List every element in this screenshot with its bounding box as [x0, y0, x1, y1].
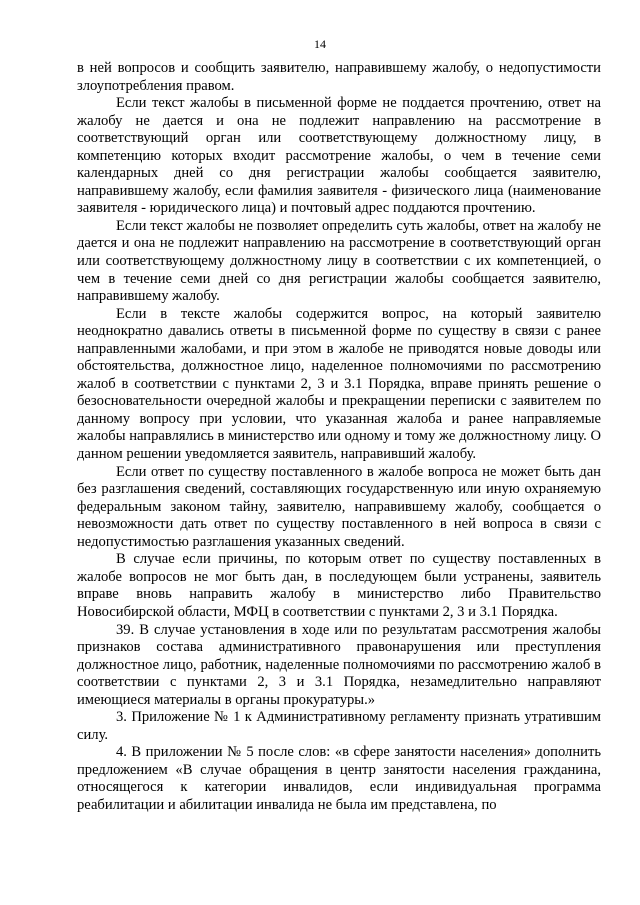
paragraph-continuation: в ней вопросов и сообщить заявителю, направившему жалобу, о недопустимости злоупотребления правом. [77, 60, 601, 94]
paragraph-item-39: 39. В случае установления в ходе или по результатам рассмотрения жалобы признаков состава административного правонарушения или преступления должностное лицо, работник, наделенные полномочиями по рассмотрению жалоб в соответствии с пунктами 2, 3 и 3.1 Порядка, незамедлительно направляют имеющиеся материалы в органы прокуратуры.» [77, 621, 601, 708]
paragraph-reasons-eliminated: В случае если причины, по которым ответ по существу поставленных в жалобе вопросов не мог быть дан, в последующем были устранены, заявитель вправе вновь направить жалобу в министерство либо Правительство Новосибирской области, МФЦ в соответствии с пунктами 2, 3 и 3.1 Порядка. [77, 551, 601, 620]
paragraph-repeated-question: Если в тексте жалобы содержится вопрос, на который заявителю неоднократно давались ответы в письменной форме по существу в связи с ранее направленными жалобами, и при этом в жалобе не приводятся новые доводы или обстоятельства, должностное лицо, наделенное полномочиями по рассмотрению жалоб в соответствии с пунктами 2, 3 и 3.1 Порядка, вправе принять решение о безосновательности очередной жалобы и прекращении переписки с заявителем по данному вопросу при условии, что указанная жалоба и ранее направляемые жалобы направлялись в министерство или одному и тому же должностному лицу. О данном решении уведомляется заявитель, направивший жалобу. [77, 305, 601, 463]
document-body [77, 60, 601, 815]
page-number: 14 [314, 37, 326, 51]
paragraph-state-secret: Если ответ по существу поставленного в жалобе вопроса не может быть дан без разглашения сведений, составляющих государственную или иную охраняемую федеральным законом тайну, заявителю, направившему жалобу, сообщается о невозможности дать ответ по существу поставленного в ней вопроса в связи с недопустимостью разглашения указанных сведений. [77, 463, 601, 550]
paragraph-undetermined-essence: Если текст жалобы не позволяет определить суть жалобы, ответ на жалобу не дается и она не подлежит направлению на рассмотрение в соответствующий орган или соответствующему должностному лицу в соответствии с их компетенцией, о чем в течение семи дней со дня регистрации жалобы сообщается заявителю, направившему жалобу. [77, 217, 601, 305]
paragraph-item-4: 4. В приложении № 5 после слов: «в сфере занятости населения» дополнить предложением «В случае обращения в центр занятости населения гражданина, относящегося к категории инвалидов, если индивидуальная программа реабилитации и абилитации инвалида не была им представлена, по [77, 744, 601, 813]
paragraph-item-3: 3. Приложение № 1 к Административному регламенту признать утратившим силу. [77, 709, 601, 743]
paragraph-unreadable-complaint: Если текст жалобы в письменной форме не поддается прочтению, ответ на жалобу не дается и она не подлежит направлению на рассмотрение в соответствующий орган или соответствующему должностному лицу, в компетенцию которых входит рассмотрение жалобы, о чем в течение семи календарных дней со дня регистрации жалобы сообщается заявителю, направившему жалобу, если фамилия заявителя - физического лица (наименование заявителя - юридического лица) и почтовый адрес поддаются прочтению. [77, 95, 601, 217]
